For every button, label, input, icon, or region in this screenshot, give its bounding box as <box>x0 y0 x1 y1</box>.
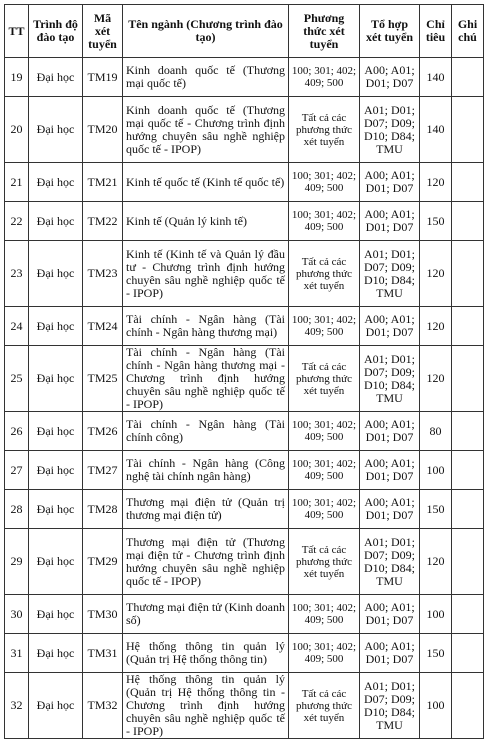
cell-level: Đại học <box>29 307 83 346</box>
cell-level: Đại học <box>29 202 83 241</box>
cell-method: Tất cả các phương thức xét tuyển <box>289 529 360 595</box>
cell-note <box>452 412 484 451</box>
cell-combo: A00; A01; D01; D07 <box>360 412 420 451</box>
cell-note <box>452 163 484 202</box>
cell-code: TM28 <box>83 490 123 529</box>
table-row <box>5 634 484 673</box>
cell-code: TM29 <box>83 529 123 595</box>
cell-method: Tất cả các phương thức xét tuyển <box>289 673 360 739</box>
cell-note <box>452 97 484 163</box>
cell-level: Đại học <box>29 412 83 451</box>
cell-method: Tất cả các phương thức xét tuyển <box>289 97 360 163</box>
cell-note <box>452 451 484 490</box>
table-row <box>5 58 484 97</box>
cell-level: Đại học <box>29 451 83 490</box>
cell-name: Tài chính - Ngân hàng (Tài chính - Ngân hàng thương mại - Chương trình định hướng chuyên sâu nghề nghiệp quốc tế - IPOP) <box>123 346 289 412</box>
cell-tt: 21 <box>5 163 29 202</box>
cell-quota: 120 <box>420 163 452 202</box>
header-row <box>5 5 484 58</box>
cell-code: TM20 <box>83 97 123 163</box>
cell-level: Đại học <box>29 163 83 202</box>
cell-method: 100; 301; 402; 409; 500 <box>289 307 360 346</box>
cell-level: Đại học <box>29 490 83 529</box>
cell-code: TM24 <box>83 307 123 346</box>
cell-method: 100; 301; 402; 409; 500 <box>289 163 360 202</box>
cell-quota: 120 <box>420 241 452 307</box>
cell-combo: A00; A01; D01; D07 <box>360 307 420 346</box>
cell-method: 100; 301; 402; 409; 500 <box>289 490 360 529</box>
cell-quota: 100 <box>420 595 452 634</box>
cell-method: Tất cả các phương thức xét tuyển <box>289 241 360 307</box>
header-quota: Chỉ tiêu <box>420 5 452 58</box>
cell-code: TM25 <box>83 346 123 412</box>
cell-combo: A00; A01; D01; D07 <box>360 163 420 202</box>
cell-name: Hệ thống thông tin quản lý (Quản trị Hệ thống thông tin) <box>123 634 289 673</box>
cell-tt: 24 <box>5 307 29 346</box>
cell-note <box>452 595 484 634</box>
table-row <box>5 163 484 202</box>
cell-name: Kinh doanh quốc tế (Thương mại quốc tế - Chương trình định hướng chuyên sâu nghề nghiệp quốc tế - IPOP) <box>123 97 289 163</box>
header-code: Mã xét tuyển <box>83 5 123 58</box>
cell-quota: 140 <box>420 97 452 163</box>
cell-code: TM23 <box>83 241 123 307</box>
cell-quota: 150 <box>420 634 452 673</box>
cell-combo: A01; D01; D07; D09; D10; D84; TMU <box>360 97 420 163</box>
cell-combo: A00; A01; D01; D07 <box>360 451 420 490</box>
cell-code: TM30 <box>83 595 123 634</box>
cell-tt: 31 <box>5 634 29 673</box>
cell-combo: A01; D01; D07; D09; D10; D84; TMU <box>360 241 420 307</box>
cell-combo: A00; A01; D01; D07 <box>360 595 420 634</box>
cell-method: 100; 301; 402; 409; 500 <box>289 634 360 673</box>
cell-name: Kinh tế (Kinh tế và Quản lý đầu tư - Chương trình định hướng chuyên sâu nghề nghiệp quốc tế - IPOP) <box>123 241 289 307</box>
cell-code: TM21 <box>83 163 123 202</box>
cell-level: Đại học <box>29 634 83 673</box>
cell-combo: A01; D01; D07; D09; D10; D84; TMU <box>360 529 420 595</box>
cell-combo: A00; A01; D01; D07 <box>360 490 420 529</box>
cell-quota: 150 <box>420 490 452 529</box>
table-row <box>5 595 484 634</box>
table-row <box>5 451 484 490</box>
cell-method: 100; 301; 402; 409; 500 <box>289 595 360 634</box>
table-row <box>5 529 484 595</box>
table-row <box>5 346 484 412</box>
cell-method: 100; 301; 402; 409; 500 <box>289 412 360 451</box>
cell-tt: 29 <box>5 529 29 595</box>
cell-quota: 150 <box>420 202 452 241</box>
cell-tt: 28 <box>5 490 29 529</box>
header-method: Phương thức xét tuyển <box>289 5 360 58</box>
header-level: Trình độ đào tạo <box>29 5 83 58</box>
cell-level: Đại học <box>29 529 83 595</box>
cell-code: TM32 <box>83 673 123 739</box>
cell-tt: 26 <box>5 412 29 451</box>
cell-note <box>452 241 484 307</box>
table-row <box>5 490 484 529</box>
cell-tt: 25 <box>5 346 29 412</box>
cell-quota: 100 <box>420 451 452 490</box>
cell-method: 100; 301; 402; 409; 500 <box>289 202 360 241</box>
cell-tt: 32 <box>5 673 29 739</box>
cell-name: Thương mại điện tử (Quản trị thương mại điện tử) <box>123 490 289 529</box>
cell-tt: 22 <box>5 202 29 241</box>
cell-code: TM22 <box>83 202 123 241</box>
table-row <box>5 673 484 739</box>
cell-name: Kinh doanh quốc tế (Thương mại quốc tế) <box>123 58 289 97</box>
table-row <box>5 412 484 451</box>
cell-combo: A01; D01; D07; D09; D10; D84; TMU <box>360 673 420 739</box>
cell-method: 100; 301; 402; 409; 500 <box>289 451 360 490</box>
cell-code: TM27 <box>83 451 123 490</box>
cell-combo: A00; A01; D01; D07 <box>360 634 420 673</box>
table-row <box>5 202 484 241</box>
cell-code: TM19 <box>83 58 123 97</box>
cell-level: Đại học <box>29 241 83 307</box>
cell-name: Kinh tế quốc tế (Kinh tế quốc tế) <box>123 163 289 202</box>
cell-name: Tài chính - Ngân hàng (Tài chính - Ngân hàng thương mại) <box>123 307 289 346</box>
cell-level: Đại học <box>29 673 83 739</box>
header-name: Tên ngành (Chương trình đào tạo) <box>123 5 289 58</box>
cell-combo: A00; A01; D01; D07 <box>360 202 420 241</box>
table-row <box>5 307 484 346</box>
cell-level: Đại học <box>29 346 83 412</box>
cell-note <box>452 634 484 673</box>
table-row <box>5 241 484 307</box>
admissions-table <box>4 4 484 739</box>
cell-tt: 30 <box>5 595 29 634</box>
header-note: Ghi chú <box>452 5 484 58</box>
cell-combo: A00; A01; D01; D07 <box>360 58 420 97</box>
cell-quota: 140 <box>420 58 452 97</box>
cell-tt: 27 <box>5 451 29 490</box>
cell-note <box>452 529 484 595</box>
cell-level: Đại học <box>29 58 83 97</box>
cell-name: Thương mại điện tử (Thương mại điện tử - Chương trình định hướng chuyên sâu nghề nghiệp quốc tế - IPOP) <box>123 529 289 595</box>
header-tt: TT <box>5 5 29 58</box>
cell-level: Đại học <box>29 595 83 634</box>
cell-note <box>452 490 484 529</box>
cell-tt: 23 <box>5 241 29 307</box>
header-combo: Tổ hợp xét tuyển <box>360 5 420 58</box>
cell-level: Đại học <box>29 97 83 163</box>
cell-note <box>452 307 484 346</box>
cell-tt: 20 <box>5 97 29 163</box>
cell-method: 100; 301; 402; 409; 500 <box>289 58 360 97</box>
cell-note <box>452 346 484 412</box>
cell-note <box>452 58 484 97</box>
table-row <box>5 97 484 163</box>
cell-quota: 120 <box>420 346 452 412</box>
cell-name: Thương mại điện tử (Kinh doanh số) <box>123 595 289 634</box>
cell-code: TM26 <box>83 412 123 451</box>
cell-note <box>452 202 484 241</box>
cell-note <box>452 673 484 739</box>
cell-name: Hệ thống thông tin quản lý (Quản trị Hệ thống thông tin - Chương trình định hướng chuyên sâu nghề nghiệp quốc tế - IPOP) <box>123 673 289 739</box>
cell-method: Tất cả các phương thức xét tuyển <box>289 346 360 412</box>
cell-tt: 19 <box>5 58 29 97</box>
cell-name: Tài chính - Ngân hàng (Công nghệ tài chính ngân hàng) <box>123 451 289 490</box>
cell-quota: 100 <box>420 673 452 739</box>
cell-quota: 120 <box>420 307 452 346</box>
cell-name: Kinh tế (Quản lý kinh tế) <box>123 202 289 241</box>
cell-combo: A01; D01; D07; D09; D10; D84; TMU <box>360 346 420 412</box>
cell-code: TM31 <box>83 634 123 673</box>
cell-quota: 120 <box>420 529 452 595</box>
cell-quota: 80 <box>420 412 452 451</box>
cell-name: Tài chính - Ngân hàng (Tài chính công) <box>123 412 289 451</box>
